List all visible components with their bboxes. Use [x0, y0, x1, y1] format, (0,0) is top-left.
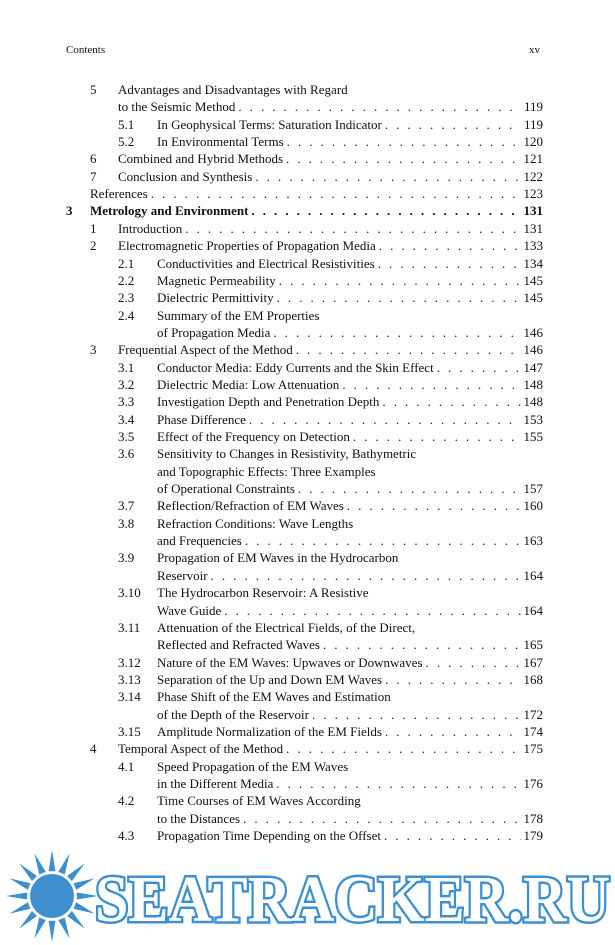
toc-entry-title: Attenuation of the Electrical Fields, of the Direct,: [157, 619, 416, 635]
toc-entry-title: Dielectric Permittivity: [157, 290, 274, 306]
dot-leader: [320, 636, 521, 653]
toc-entry-number: 5.2: [118, 134, 135, 150]
toc-entry: [90, 740, 543, 757]
toc-entry-number: 5.1: [118, 116, 135, 132]
dot-leader: [382, 671, 521, 688]
toc-entry: [118, 497, 543, 514]
toc-entry-title: and Frequencies: [157, 533, 242, 549]
toc-entry-page: 133: [523, 238, 543, 254]
toc-entry-title: of Operational Constraints: [157, 481, 295, 497]
toc-entry-number: 6: [90, 151, 97, 167]
toc-entry-title: Amplitude Normalization of the EM Fields: [157, 723, 382, 739]
toc-entry: [90, 220, 543, 237]
toc-entry-title: Propagation Time Depending on the Offset: [157, 828, 381, 844]
toc-entry-page: 178: [523, 810, 543, 826]
toc-entry-title: Wave Guide: [157, 602, 222, 618]
dot-leader: [344, 497, 521, 514]
toc-entry-page: 148: [523, 394, 543, 410]
toc-entry: [118, 116, 543, 133]
toc-entry-number: 3.4: [118, 411, 135, 427]
sun-ray: [58, 918, 69, 939]
toc-entry-page: 145: [523, 272, 543, 288]
toc-entry-number: 2.4: [118, 307, 135, 323]
toc-entry: [118, 428, 543, 445]
toc-entry-number: 4: [90, 741, 97, 757]
dot-leader: [273, 775, 521, 792]
toc-entry: [118, 827, 543, 844]
toc-entry-number: 2: [90, 238, 97, 254]
toc-entry-title: Sensitivity to Changes in Resistivity, Bathymetric: [157, 446, 417, 462]
toc-entry-title: Introduction: [118, 220, 183, 236]
toc-entry-number: 3: [90, 342, 97, 358]
toc-entry: [157, 532, 543, 549]
toc-entry: [118, 376, 543, 393]
toc-entry-title: to the Distances: [157, 810, 241, 826]
toc-entry: [157, 810, 543, 827]
dot-leader: [148, 185, 521, 202]
toc-entry-page: 145: [523, 290, 543, 306]
toc-entry-number: 1: [90, 220, 97, 236]
toc-entry-page: 148: [523, 376, 543, 392]
dot-leader: [423, 654, 521, 671]
toc-entry-title: The Hydrocarbon Reservoir: A Resistive: [157, 585, 369, 601]
dot-leader: [376, 237, 521, 254]
toc-entry: [118, 515, 543, 532]
sun-ray: [10, 902, 31, 913]
toc-entry: [118, 133, 543, 150]
dot-leader: [242, 532, 521, 549]
toc-entry: [118, 688, 543, 705]
toc-entry-title: Advantages and Disadvantages with Regard: [118, 82, 348, 97]
dot-leader: [283, 150, 521, 167]
toc-entry-number: 3.13: [118, 671, 141, 687]
toc-entry-number: 3.3: [118, 394, 135, 410]
sun-ray: [34, 854, 45, 875]
toc-entry-title: Phase Difference: [157, 411, 246, 427]
dot-leader: [252, 168, 521, 185]
toc-entry: [118, 272, 543, 289]
running-header: [66, 44, 540, 56]
dot-leader: [309, 706, 521, 723]
toc-entry-page: 168: [523, 671, 543, 687]
toc-entry-number: 3.7: [118, 498, 135, 514]
header-page-number: xv: [529, 44, 540, 56]
toc-entry: [118, 584, 543, 601]
toc-entry: [118, 359, 543, 376]
toc-entry: [90, 81, 543, 98]
toc-entry-number: 2.3: [118, 290, 135, 306]
toc-entry-title: Nature of the EM Waves: Upwaves or Downwaves: [157, 654, 423, 670]
toc-entry: [118, 255, 543, 272]
toc-entry-page: 122: [523, 168, 543, 184]
toc-entry-title: Conductivities and Electrical Resistivities: [157, 255, 375, 271]
toc-entry-title: Conductor Media: Eddy Currents and the Skin Effect: [157, 359, 434, 375]
sun-ray: [49, 850, 56, 871]
toc-entry: [118, 619, 543, 636]
dot-leader: [434, 359, 521, 376]
watermark-logo: [0, 848, 615, 945]
toc-entry: [90, 237, 543, 254]
toc-entry: [118, 792, 543, 809]
toc-entry-title: Separation of the Up and Down EM Waves: [157, 671, 383, 687]
toc-entry-title: Refraction Conditions: Wave Lengths: [157, 515, 354, 531]
toc-entry: [118, 411, 543, 428]
toc-entry: [118, 758, 543, 775]
toc-entry-page: 146: [523, 342, 543, 358]
toc-entry-number: 3.6: [118, 446, 135, 462]
toc-entry-page: 164: [523, 567, 543, 583]
toc-entry-number: 3.11: [118, 619, 141, 635]
toc-entry-title: Propagation of EM Waves in the Hydrocarbon: [157, 550, 399, 566]
dot-leader: [293, 341, 521, 358]
toc-entry-number: 3.15: [118, 723, 141, 739]
toc-entry-page: 153: [523, 411, 543, 427]
toc-entry-title: Speed Propagation of the EM Waves: [157, 758, 349, 774]
toc-entry-title: Conclusion and Synthesis: [118, 168, 253, 184]
toc-entry: [157, 480, 543, 497]
toc-entry: [157, 463, 543, 480]
toc-entry-title: Summary of the EM Properties: [157, 307, 320, 323]
toc-entry-number: 4.2: [118, 793, 135, 809]
toc-entry: [118, 445, 543, 462]
toc-entry-page: 146: [523, 324, 543, 340]
toc-entry-page: 167: [523, 654, 543, 670]
toc-entry-number: 3: [66, 203, 73, 219]
dot-leader: [382, 723, 521, 740]
toc-entry-title: Time Courses of EM Waves According: [157, 793, 361, 809]
toc-entry: [118, 671, 543, 688]
dot-leader: [375, 255, 521, 272]
dot-leader: [295, 480, 521, 497]
toc-entry-page: 176: [523, 776, 543, 791]
sun-ray: [6, 893, 27, 900]
toc-entry-page: 164: [523, 602, 543, 618]
toc-entry-number: 3.9: [118, 550, 135, 566]
toc-entry: [90, 341, 543, 358]
dot-leader: [221, 602, 521, 619]
toc-entry-page: 123: [523, 186, 543, 202]
dot-leader: [182, 220, 521, 237]
toc-entry-number: 3.1: [118, 359, 135, 375]
dot-leader: [350, 428, 521, 445]
dot-leader: [379, 393, 521, 410]
toc-entry: [90, 185, 543, 202]
toc-entry-page: 134: [523, 255, 543, 271]
toc-entry-page: 131: [523, 220, 543, 236]
toc-entry-title: and Topographic Effects: Three Examples: [157, 463, 376, 479]
toc-entry-page: 179: [523, 828, 543, 844]
toc-entry: [157, 602, 543, 619]
toc-entry-number: 4.3: [118, 828, 135, 844]
toc-entry-number: 5: [90, 82, 97, 97]
sun-ray: [10, 878, 31, 889]
toc-entry: [157, 706, 543, 723]
dot-leader: [208, 567, 521, 584]
toc-entry-title: Frequential Aspect of the Method: [118, 342, 293, 358]
dot-leader: [248, 202, 521, 219]
toc-entry-number: 7: [90, 168, 97, 184]
toc-entry-page: 120: [523, 134, 543, 150]
dot-leader: [382, 116, 521, 133]
toc-entry: [118, 289, 543, 306]
toc-entry-title: of the Depth of the Reservoir: [157, 706, 309, 722]
toc-entry-number: 2.1: [118, 255, 135, 271]
toc-entry-page: 157: [523, 481, 543, 497]
toc-entry-title: Metrology and Environment: [90, 203, 249, 219]
toc-entry: [90, 150, 543, 167]
toc-entry: [118, 549, 543, 566]
toc-entry-title: to the Seismic Method: [118, 99, 236, 115]
toc-entry-title: Temporal Aspect of the Method: [118, 741, 284, 757]
header-section-title: Contents: [66, 44, 106, 56]
toc-entry: [157, 775, 543, 792]
toc-entry-page: 175: [523, 741, 543, 757]
toc-entry: [118, 723, 543, 740]
dot-leader: [284, 133, 521, 150]
toc-entry-number: 3.12: [118, 654, 141, 670]
sun-ray: [58, 854, 69, 875]
toc-entry: [157, 567, 543, 584]
toc-entry: [118, 393, 543, 410]
dot-leader: [240, 810, 521, 827]
toc-entry-title: Magnetic Permeability: [157, 272, 276, 288]
toc-entry-title: In Geophysical Terms: Saturation Indicator: [157, 116, 382, 132]
toc-entry-page: 155: [523, 429, 543, 444]
toc-entry-page: 163: [523, 533, 543, 549]
toc-entry-page: 121: [523, 151, 543, 167]
dot-leader: [283, 740, 521, 757]
dot-leader: [270, 324, 521, 341]
sun-ray: [67, 911, 84, 928]
toc-entry-page: 160: [523, 498, 543, 514]
toc-entry: [118, 654, 543, 671]
dot-leader: [274, 289, 521, 306]
toc-entry-title: Reflection/Refraction of EM Waves: [157, 498, 344, 514]
sun-ray: [74, 878, 95, 889]
toc-entry-number: 3.5: [118, 429, 135, 444]
toc-entry-title: Phase Shift of the EM Waves and Estimation: [157, 689, 391, 705]
toc-entry: [66, 202, 543, 219]
dot-leader: [276, 272, 521, 289]
toc-entry-page: 147: [523, 359, 543, 375]
toc-entry-page: 119: [523, 116, 543, 132]
watermark-text: SEATRACKER.RU: [95, 863, 610, 936]
toc-entry-title: in the Different Media: [157, 776, 274, 791]
toc-entry-title: Effect of the Frequency on Detection: [157, 429, 350, 444]
toc-entry: [118, 98, 543, 115]
sun-ray: [19, 911, 36, 928]
dot-leader: [246, 411, 521, 428]
dot-leader: [235, 98, 521, 115]
toc-entry-number: 4.1: [118, 758, 135, 774]
toc-entry-page: 131: [523, 203, 543, 219]
dot-leader: [339, 376, 521, 393]
toc-entry-title: References: [90, 186, 148, 202]
toc-entry-number: 3.8: [118, 515, 135, 531]
toc-entry-number: 3.10: [118, 585, 141, 601]
toc-entry: [118, 307, 543, 324]
toc-entry-title: Reservoir: [157, 567, 208, 583]
toc-entry: [157, 324, 543, 341]
dot-leader: [381, 827, 521, 844]
toc-entry-number: 3.2: [118, 376, 135, 392]
toc-entry: [157, 636, 543, 653]
sun-ray: [67, 863, 84, 880]
toc-entry-title: Electromagnetic Properties of Propagation Media: [118, 238, 376, 254]
sun-ray: [19, 863, 36, 880]
sun-ray: [74, 902, 95, 913]
toc-entry-title: of Propagation Media: [157, 324, 271, 340]
sun-icon: [6, 850, 98, 942]
toc-entry-page: 174: [523, 723, 543, 739]
toc-entry-title: Investigation Depth and Penetration Depth: [157, 394, 380, 410]
toc-entry-title: Reflected and Refracted Waves: [157, 637, 320, 653]
toc-entry-number: 2.2: [118, 272, 135, 288]
toc-entry-page: 119: [523, 99, 543, 115]
toc-entry-page: 172: [523, 706, 543, 722]
toc-entry-title: Dielectric Media: Low Attenuation: [157, 376, 340, 392]
toc-entry-number: 3.14: [118, 689, 141, 705]
toc-entry-title: Combined and Hybrid Methods: [118, 151, 284, 167]
toc-entry-page: 165: [523, 637, 543, 653]
sun-ray: [34, 918, 45, 939]
toc-entry: [90, 168, 543, 185]
sun-ray: [49, 921, 56, 942]
toc-entry-title: In Environmental Terms: [157, 134, 284, 150]
